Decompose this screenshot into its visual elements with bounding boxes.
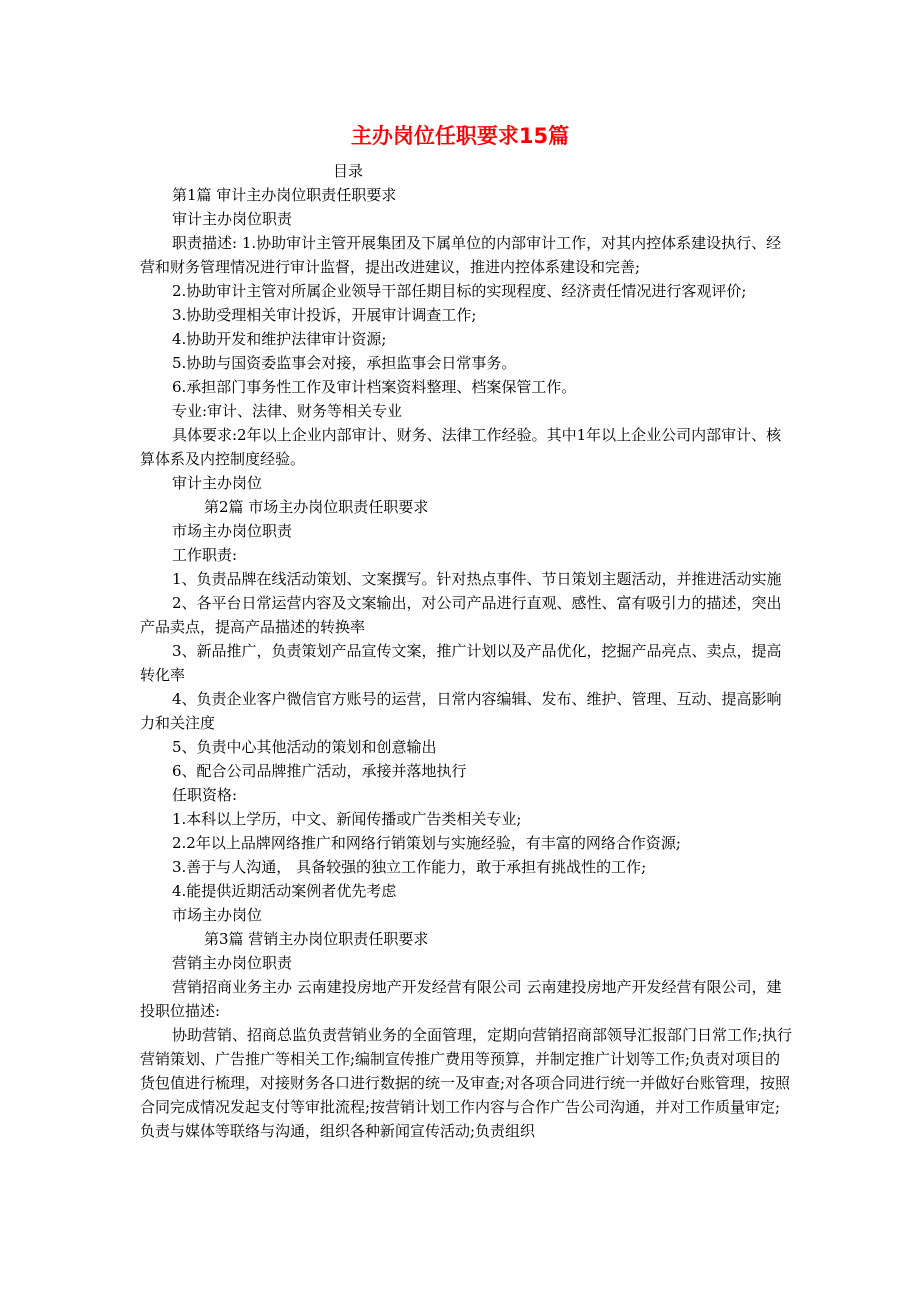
paragraph: 2.2年以上品牌网络推广和网络行销策划与实施经验，有丰富的网络合作资源;: [172, 834, 681, 852]
paragraph: 2.协助审计主管对所属企业领导干部任期目标的实现程度、经济责任情况进行客观评价;: [172, 282, 747, 300]
paragraph: 协助营销、招商总监负责营销业务的全面管理，定期向营销招商部领导汇报部门日常工作;执行营销策划、广告推广等相关工作;编制宣传推广费用等预算，并制定推广计划等工作;负责对项目的货包值进行梳理，对接财务各口进行数据的统一及审查;对各项合同进行统一并做好台账管理，按照合同完成情况发起支付等审批流程;按营销计划工作内容与合作广告公司沟通，并对工作质量审定;负责与媒体等联络与沟通，组织各种新闻宣传活动;负责组织: [140, 1026, 793, 1140]
paragraph: 工作职责:: [172, 546, 238, 564]
paragraph: 4.协助开发和维护法律审计资源;: [172, 330, 387, 348]
paragraph: 5、负责中心其他活动的策划和创意输出: [172, 738, 437, 756]
paragraph: 第3篇 营销主办岗位职责任职要求: [204, 930, 429, 948]
paragraph: 市场主办岗位职责: [172, 522, 293, 540]
toc-label: 目录: [333, 162, 364, 180]
paragraph: 6.承担部门事务性工作及审计档案资料整理、档案保管工作。: [172, 378, 577, 396]
document-title: 主办岗位任职要求15篇: [350, 124, 570, 148]
paragraph: 4.能提供近期活动案例者优先考虑: [172, 882, 397, 900]
paragraph: 专业:审计、法律、财务等相关专业: [172, 402, 403, 420]
paragraph: 3.善于与人沟通， 具备较强的独立工作能力，敢于承担有挑战性的工作;: [172, 858, 647, 876]
paragraph: 第1篇 审计主办岗位职责任职要求: [172, 186, 397, 204]
paragraph: 5.协助与国资委监事会对接，承担监事会日常事务。: [172, 354, 517, 372]
paragraph: 6、配合公司品牌推广活动，承接并落地执行: [172, 762, 467, 780]
paragraph: 1.本科以上学历，中文、新闻传播或广告类相关专业;: [172, 810, 522, 828]
paragraph: 3、新品推广，负责策划产品宣传文案，推广计划以及产品优化，挖掘产品亮点、卖点，提高转化率: [140, 642, 782, 684]
paragraph: 市场主办岗位: [172, 906, 263, 924]
paragraph: 任职资格:: [172, 786, 238, 804]
paragraph: 职责描述: 1.协助审计主管开展集团及下属单位的内部审计工作，对其内控体系建设执行、经营和财务管理情况进行审计监督，提出改进建议，推进内控体系建设和完善;: [140, 234, 782, 276]
paragraph: 营销主办岗位职责: [172, 954, 293, 972]
paragraph: 审计主办岗位职责: [172, 210, 293, 228]
paragraph: 具体要求:2年以上企业内部审计、财务、法律工作经验。其中1年以上企业公司内部审计、核算体系及内控制度经验。: [140, 426, 782, 468]
paragraph: 4、负责企业客户微信官方账号的运营，日常内容编辑、发布、维护、管理、互动、提高影响力和关注度: [140, 690, 782, 732]
paragraph: 审计主办岗位: [172, 474, 263, 492]
paragraph: 第2篇 市场主办岗位职责任职要求: [204, 498, 429, 516]
paragraph: 1、负责品牌在线活动策划、文案撰写。针对热点事件、节日策划主题活动，并推进活动实施: [172, 570, 782, 588]
paragraph: 3.协助受理相关审计投诉，开展审计调查工作;: [172, 306, 477, 324]
paragraph: 2、各平台日常运营内容及文案输出，对公司产品进行直观、感性、富有吸引力的描述，突出产品卖点，提高产品描述的转换率: [140, 594, 782, 636]
document-body: [140, 183, 794, 1143]
paragraph: 营销招商业务主办 云南建投房地产开发经营有限公司 云南建投房地产开发经营有限公司，建投职位描述:: [140, 978, 782, 1020]
